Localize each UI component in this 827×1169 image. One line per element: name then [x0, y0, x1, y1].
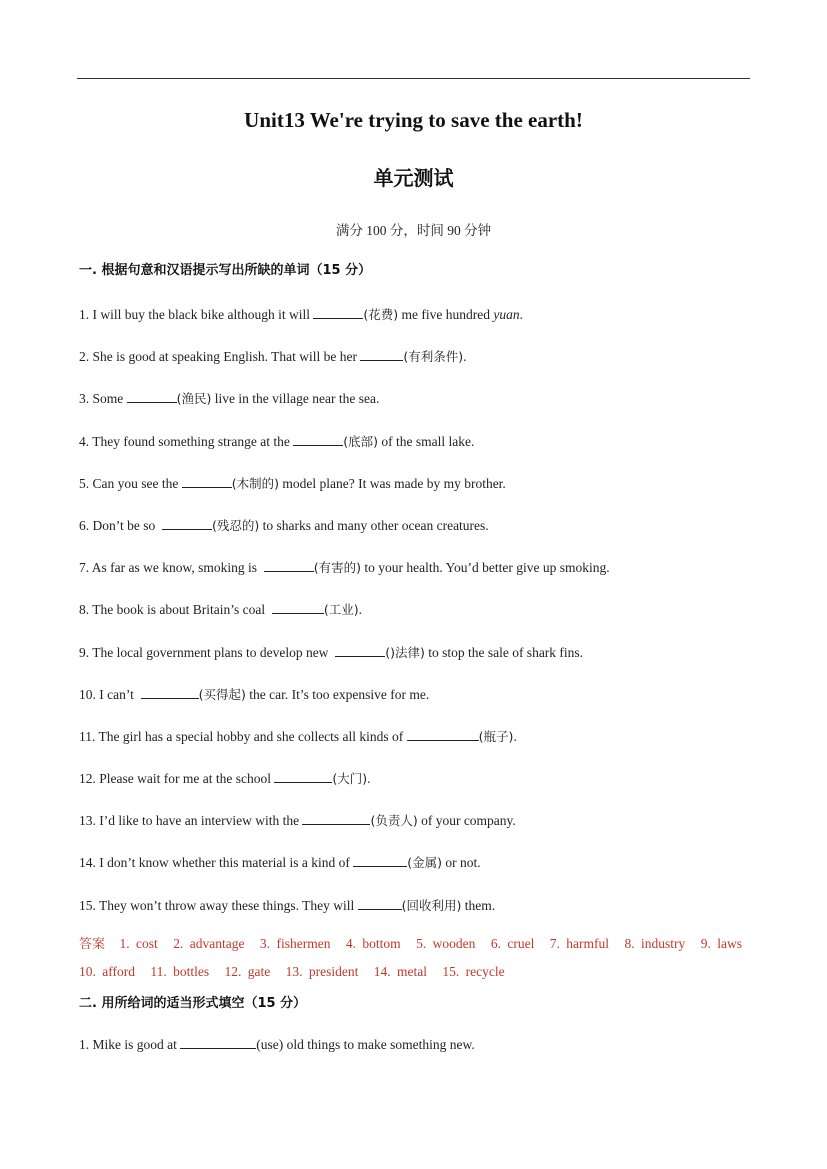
question-text: to stop the sale of shark fins.	[424, 644, 584, 660]
answer-blank[interactable]	[293, 432, 343, 446]
document-body	[79, 262, 751, 1077]
question-row	[79, 643, 751, 661]
question-text: 1. Mike is good at	[79, 1036, 181, 1052]
document-subtitle: 单元测试	[373, 166, 454, 190]
question-text: 6. Don’t be so	[79, 517, 162, 533]
answer-blank[interactable]	[162, 516, 212, 530]
answer-item: 7. harmful	[549, 935, 610, 951]
question-text: 7. As far as we know, smoking is	[79, 560, 264, 576]
question-row	[79, 1035, 751, 1053]
question-row	[79, 811, 751, 829]
question-hint: (渔民)	[176, 391, 212, 407]
question-text: .	[367, 771, 371, 787]
question-hint: (use)	[256, 1036, 284, 1052]
question-row	[79, 769, 751, 787]
answer-key-label: 答案	[79, 936, 106, 952]
question-row	[79, 432, 751, 450]
answer-blank[interactable]	[127, 389, 177, 403]
question-row	[79, 685, 751, 703]
question-text: 4. They found something strange at the	[79, 433, 294, 449]
answer-item: 15. recycle	[442, 963, 505, 979]
question-row	[79, 896, 751, 914]
answer-item: 10. afford	[79, 963, 135, 979]
question-row	[79, 516, 751, 534]
question-text: .	[358, 602, 362, 618]
question-row	[79, 853, 751, 871]
answer-blank[interactable]	[407, 727, 479, 741]
question-hint: (有害的)	[313, 560, 362, 576]
question-hint: ()法律)	[385, 644, 425, 660]
answer-blank[interactable]	[313, 305, 363, 319]
question-hint: (木制的)	[231, 475, 279, 491]
answer-item: 11. bottles	[150, 963, 210, 979]
exam-meta: 满分 100 分，时间 90 分钟	[335, 223, 492, 238]
question-row	[79, 727, 751, 745]
question-hint: (底部)	[343, 433, 378, 449]
answer-blank[interactable]	[180, 1035, 256, 1049]
question-text: 14. I don’t know whether this material is a kind of	[79, 855, 354, 871]
question-italic: yuan	[493, 307, 520, 322]
answer-item: 9. laws	[700, 935, 742, 951]
question-hint: (瓶子)	[478, 728, 514, 744]
answer-item: 6. cruel	[490, 935, 535, 951]
question-text: 15. They won’t throw away these things. They will	[79, 897, 358, 913]
section-1-heading: 一. 根据句意和汉语提示写出所缺的单词（15 分）	[79, 263, 372, 278]
section-2-heading: 二. 用所给词的适当形式填空（15 分）	[79, 995, 307, 1011]
answer-blank[interactable]	[274, 769, 332, 783]
answer-blank[interactable]	[335, 643, 385, 657]
section-1-questions	[79, 305, 751, 914]
question-text: to your health. You’d better give up smoking.	[361, 560, 610, 576]
header-rule	[77, 78, 750, 79]
answer-key	[79, 930, 751, 985]
question-row	[79, 389, 751, 407]
answer-blank[interactable]	[360, 347, 403, 361]
question-row	[79, 305, 751, 323]
question-text: live in the village near the sea.	[211, 391, 380, 407]
question-hint: (负责人)	[370, 813, 418, 829]
answer-item: 8. industry	[624, 935, 686, 951]
question-text: 8. The book is about Britain’s coal	[79, 602, 272, 618]
question-row	[79, 474, 751, 492]
question-text: 13. I’d like to have an interview with the	[79, 813, 303, 829]
question-text: 1. I will buy the black bike although it will	[79, 307, 314, 322]
question-hint: (花费)	[363, 307, 399, 322]
question-row	[79, 558, 751, 576]
question-text: 5. Can you see the	[79, 475, 182, 491]
question-text: 12. Please wait for me at the school	[79, 771, 275, 787]
question-text: 2. She is good at speaking English. That will be her	[79, 349, 361, 365]
answer-item: 14. metal	[373, 963, 427, 979]
question-text: 11. The girl has a special hobby and she collects all kinds of	[79, 728, 407, 744]
question-text: 9. The local government plans to develop new	[79, 644, 336, 660]
document-title: Unit13 We're trying to save the earth!	[244, 108, 583, 132]
answer-item: 3. fishermen	[259, 935, 331, 951]
answer-blank[interactable]	[272, 600, 324, 614]
answer-blank[interactable]	[182, 474, 232, 488]
question-text: old things to make something new.	[283, 1036, 475, 1052]
answer-blank[interactable]	[353, 853, 407, 867]
question-row	[79, 347, 751, 365]
answer-blank[interactable]	[358, 896, 402, 910]
question-hint: (大门)	[332, 771, 368, 787]
question-text: to sharks and many other ocean creatures.	[259, 517, 489, 533]
question-text: .	[513, 728, 517, 744]
question-hint: (工业)	[323, 602, 359, 618]
answer-blank[interactable]	[302, 811, 370, 825]
question-row	[79, 600, 751, 618]
question-text: model plane? It was made by my brother.	[279, 475, 506, 491]
answer-item: 12. gate	[224, 963, 271, 979]
question-text: them.	[461, 897, 496, 913]
answer-item: 5. wooden	[416, 935, 476, 951]
question-text: of the small lake.	[377, 433, 475, 449]
question-hint: (残忍的)	[212, 517, 260, 533]
question-text: the car. It’s too expensive for me.	[245, 686, 430, 702]
question-text: 10. I can’t	[79, 686, 141, 702]
question-text: or not.	[441, 855, 481, 871]
answer-blank[interactable]	[264, 558, 314, 572]
question-text: .	[463, 349, 467, 365]
answer-blank[interactable]	[141, 685, 199, 699]
question-text: .	[519, 307, 523, 322]
question-hint: (有利条件)	[403, 349, 464, 365]
answer-item: 2. advantage	[173, 935, 245, 951]
question-text: of your company.	[417, 813, 516, 829]
question-hint: (金属)	[407, 855, 442, 871]
answer-item: 1. cost	[119, 935, 158, 951]
answer-item: 4. bottom	[345, 935, 401, 951]
question-text: 3. Some	[79, 391, 127, 407]
answer-item: 13. president	[285, 963, 359, 979]
question-text: me five hundred	[398, 307, 494, 322]
question-hint: (买得起)	[198, 686, 246, 702]
question-hint: (回收利用)	[401, 897, 462, 913]
